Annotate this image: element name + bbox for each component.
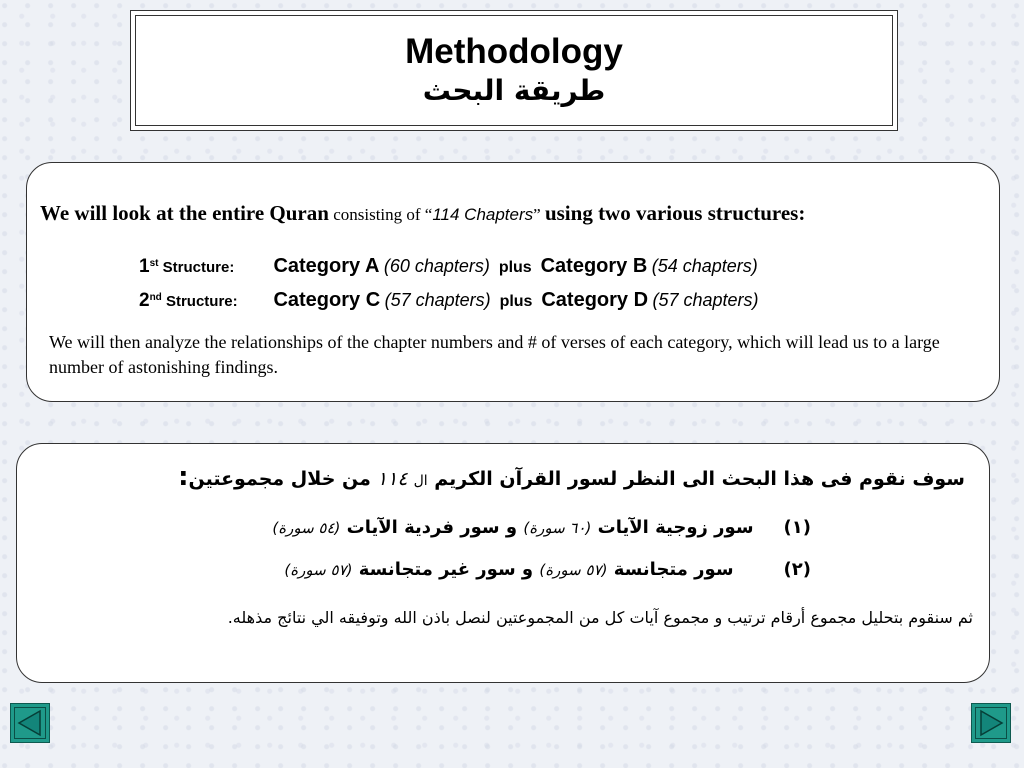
title-english: Methodology (405, 32, 623, 71)
english-panel (26, 162, 1000, 402)
category-c: Category C (273, 289, 381, 311)
intro-bold-1: We will look at the entire Quran (40, 201, 329, 225)
plus-1: plus (498, 259, 532, 276)
title-box-inner (135, 15, 893, 126)
category-a: Category A (273, 255, 380, 277)
structure-1 (139, 255, 758, 278)
intro-bold-2: using two various structures: (544, 201, 806, 225)
next-slide-button[interactable] (971, 703, 1011, 743)
analysis-text: We will then analyze the relationships of the chapter numbers and # of verses of each category, which will lead us to a large number of astonishing findings. (49, 332, 940, 377)
structure-2-label: 2nd Structure: (139, 290, 238, 311)
arabic-line-2: (٢)سور متجانسة (٥٧ سورة) و سور غير متجانسة (٥٧ سورة) (284, 559, 811, 580)
arabic-conclusion: ثم سنقوم بتحليل مجموع أرقام ترتيب و مجموع آيات كل من المجموعتين لنصل باذن الله وتوفيقه الي نتائج مذهله. (227, 608, 973, 627)
intro-italic: 114 Chapters (432, 205, 534, 224)
intro-close: ” (533, 205, 545, 224)
title-arabic: طريقة البحث (422, 74, 606, 107)
arabic-line-2-number: (٢) (783, 559, 811, 580)
category-c-count: (57 chapters) (384, 290, 491, 310)
structure-2 (139, 289, 759, 312)
title-box (130, 10, 898, 131)
category-b-count: (54 chapters) (651, 256, 758, 276)
arabic-intro: سوف نقوم فى هذا البحث الى النظر لسور القرآن الكريم ال ١١٤ من خلال مجموعتين: (178, 462, 965, 492)
category-a-count: (60 chapters) (383, 256, 490, 276)
arabic-line-1-number: (١) (783, 517, 811, 538)
triangle-left-icon (14, 707, 46, 739)
intro-normal: consisting of “ (328, 205, 433, 224)
arabic-panel (16, 443, 990, 683)
plus-2: plus (499, 293, 533, 310)
arabic-line-1: (١)سور زوجية الآيات (٦٠ سورة) و سور فردية الآيات (٥٤ سورة) (272, 517, 811, 538)
category-d-count: (57 chapters) (652, 290, 759, 310)
category-d: Category D (541, 289, 649, 311)
english-intro (40, 201, 985, 226)
structure-1-label: 1st Structure: (139, 256, 235, 277)
category-b: Category B (540, 255, 648, 277)
triangle-right-icon (975, 707, 1007, 739)
previous-slide-button[interactable] (10, 703, 50, 743)
